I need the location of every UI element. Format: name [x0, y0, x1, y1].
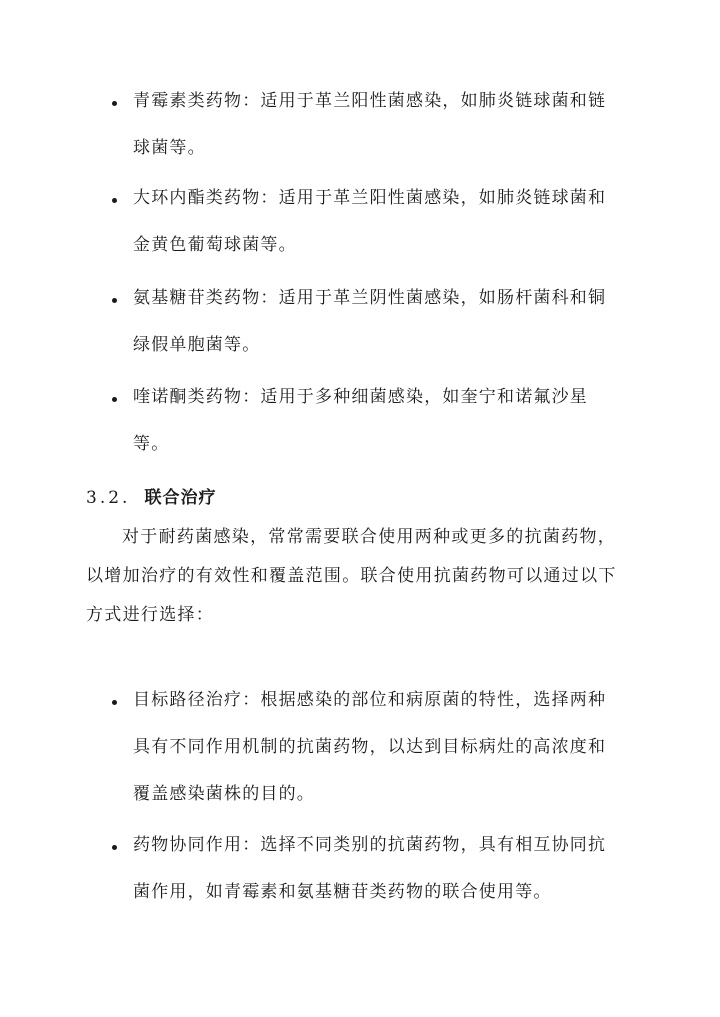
bullet-icon — [112, 101, 117, 106]
bullet-icon — [112, 298, 117, 303]
bullet-icon — [112, 700, 117, 705]
bullet-icon — [112, 845, 117, 850]
list-item-text: 青霉素类药物：适用于革兰阳性菌感染，如肺炎链球菌和链球菌等。 — [133, 91, 607, 158]
list-item-text: 喹诺酮类药物：适用于多种细菌感染，如奎宁和诺氟沙星等。 — [133, 387, 588, 454]
list-item-text: 目标路径治疗：根据感染的部位和病原菌的特性，选择两种具有不同作用机制的抗菌药物，以达到目标病灶的高浓度和覆盖感染菌株的目的。 — [133, 690, 607, 804]
list-item-text: 大环内酯类药物：适用于革兰阳性菌感染，如肺炎链球菌和金黄色葡萄球菌等。 — [133, 188, 607, 255]
body-paragraph: 对于耐药菌感染，常常需要联合使用两种或更多的抗菌药物，以增加治疗的有效性和覆盖范围。联合使用抗菌药物可以通过以下方式进行选择： — [86, 527, 617, 625]
section-title: 联合治疗 — [144, 488, 217, 508]
section-heading — [86, 484, 216, 512]
list-item-text: 氨基糖苷类药物：适用于革兰阴性菌感染，如肠杆菌科和铜绿假单胞菌等。 — [133, 288, 607, 355]
section-number: 3.2. — [86, 488, 131, 508]
bullet-icon — [112, 198, 117, 203]
list-item-text: 药物协同作用：选择不同类别的抗菌药物，具有相互协同抗菌作用，如青霉素和氨基糖苷类药物的联合使用等。 — [133, 835, 607, 902]
bullet-icon — [112, 397, 117, 402]
